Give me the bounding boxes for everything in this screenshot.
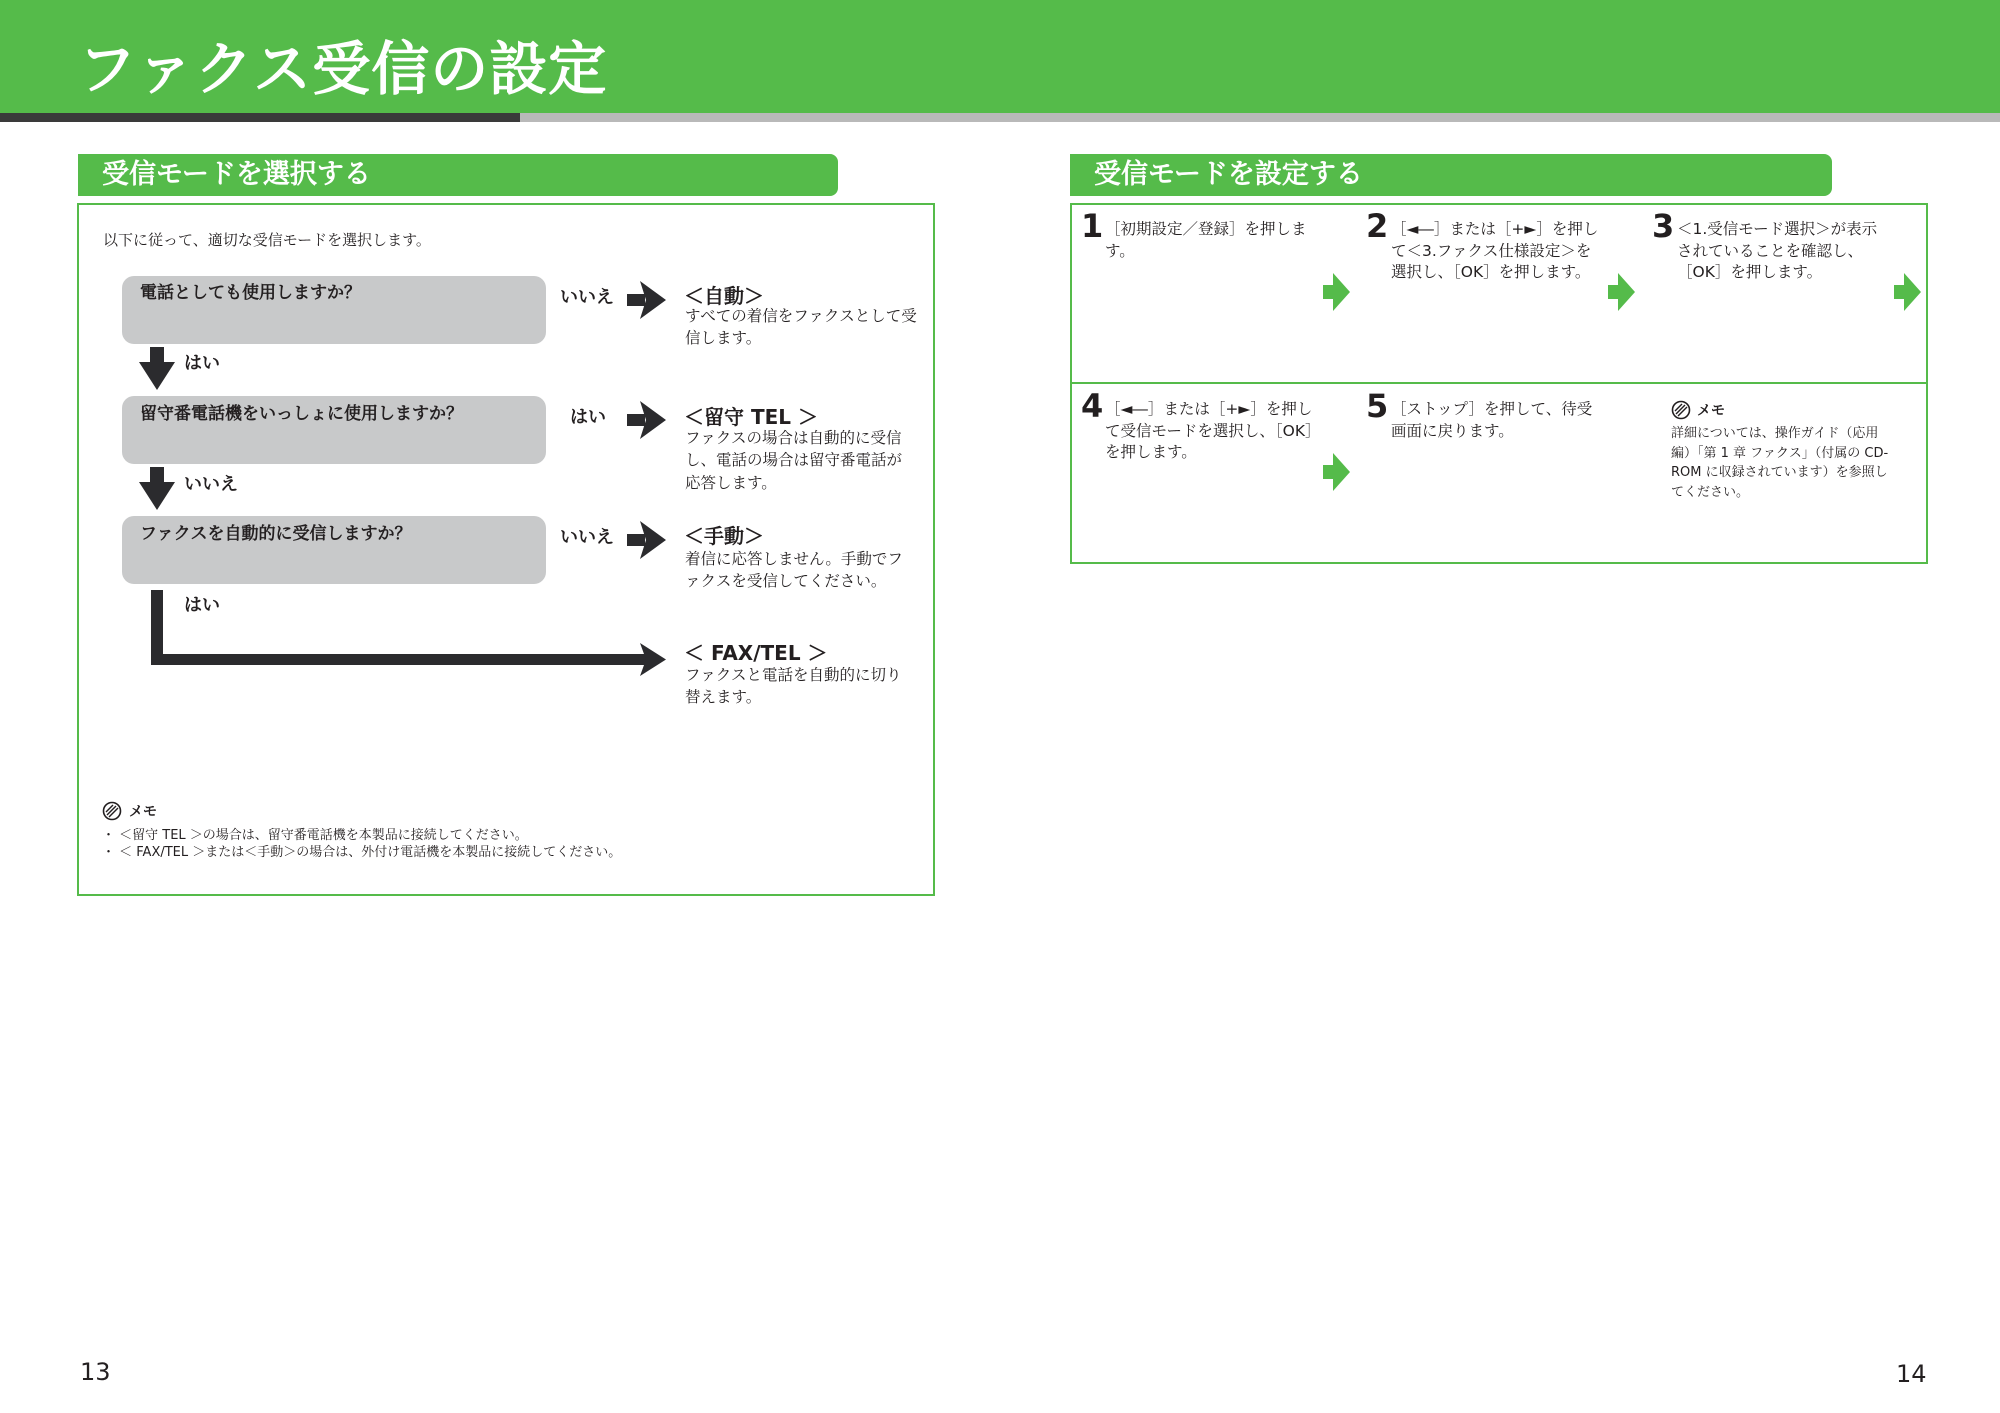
step-3-text: ＜1.受信モード選択＞が表示されていることを確認し、［OK］を押します。 (1677, 220, 1878, 282)
question-3-text: ファクスを自動的に受信しますか？ (140, 524, 412, 544)
right-section-heading: 受信モードを設定する (1094, 159, 1363, 190)
step-3-number: 3 (1652, 207, 1675, 245)
result-manual-title: ＜手動＞ (684, 524, 764, 548)
page-number-right: 14 (1896, 1360, 1927, 1388)
step-5-text: ［ストップ］を押して、待受画面に戻ります。 (1391, 400, 1593, 440)
step-arrow-2-icon (1608, 273, 1635, 311)
step-4-text: ［◄―］または［+►］を押して受信モードを選択し、［OK］を押します。 (1105, 400, 1313, 462)
step-1-number: 1 (1081, 207, 1104, 245)
step-2-text: ［◄―］または［+►］を押して＜3.ファクス仕様設定＞を選択し、［OK］を押します。 (1391, 220, 1599, 282)
step-5-number: 5 (1366, 387, 1389, 425)
step-2-number: 2 (1366, 207, 1389, 245)
left-memo-line-2: ・ ＜ FAX/TEL ＞または＜手動＞の場合は、外付け電話機を本製品に接続してください。 (102, 845, 622, 860)
step-1-text: ［初期設定／登録］を押します。 (1105, 220, 1307, 260)
left-memo-label: メモ (129, 804, 157, 820)
result-manual-desc: 着信に応答しません。手動でファクスを受信してください。 (685, 550, 903, 591)
q3-yes-label: はい (184, 595, 220, 616)
left-memo-line-1: ・ ＜留守 TEL ＞の場合は、留守番電話機を本製品に接続してください。 (102, 828, 528, 843)
result-ans-tel-title: ＜留守 TEL ＞ (684, 405, 818, 429)
result-auto-title: ＜自動＞ (684, 284, 764, 308)
result-auto-desc: すべての着信をファクスとして受信します。 (685, 307, 917, 348)
result-ans-tel-desc: ファクスの場合は自動的に受信し、電話の場合は留守番電話が応答します。 (685, 429, 903, 492)
intro-text: 以下に従って、適切な受信モードを選択します。 (103, 231, 431, 249)
question-2-text: 留守番電話機をいっしょに使用しますか？ (140, 404, 463, 424)
memo-pencil-icon (1671, 400, 1691, 420)
page-number-left: 13 (80, 1358, 111, 1386)
left-section-heading: 受信モードを選択する (102, 159, 371, 190)
result-fax-tel-desc: ファクスと電話を自動的に切り替えます。 (685, 666, 902, 707)
step-arrow-1-icon (1323, 273, 1350, 311)
q2-yes-label: はい (570, 407, 606, 428)
q1-no-label: いいえ (560, 287, 614, 308)
step-4-number: 4 (1081, 387, 1104, 425)
q2-no-label: いいえ (184, 474, 238, 495)
page-title: ファクス受信の設定 (78, 35, 608, 103)
result-fax-tel-title: ＜ FAX/TEL ＞ (684, 641, 828, 665)
step-arrow-3-icon (1894, 273, 1921, 311)
step-arrow-4-icon (1323, 453, 1350, 491)
q1-yes-label: はい (184, 353, 220, 374)
question-1-text: 電話としても使用しますか？ (140, 283, 361, 303)
right-memo-label: メモ (1697, 403, 1725, 419)
q3-no-label: いいえ (560, 527, 614, 548)
right-memo-text: 詳細については、操作ガイド（応用編）「第 1 章 ファクス」（付属の CD-ROM に収録されています）を参照してください。 (1671, 426, 1889, 500)
